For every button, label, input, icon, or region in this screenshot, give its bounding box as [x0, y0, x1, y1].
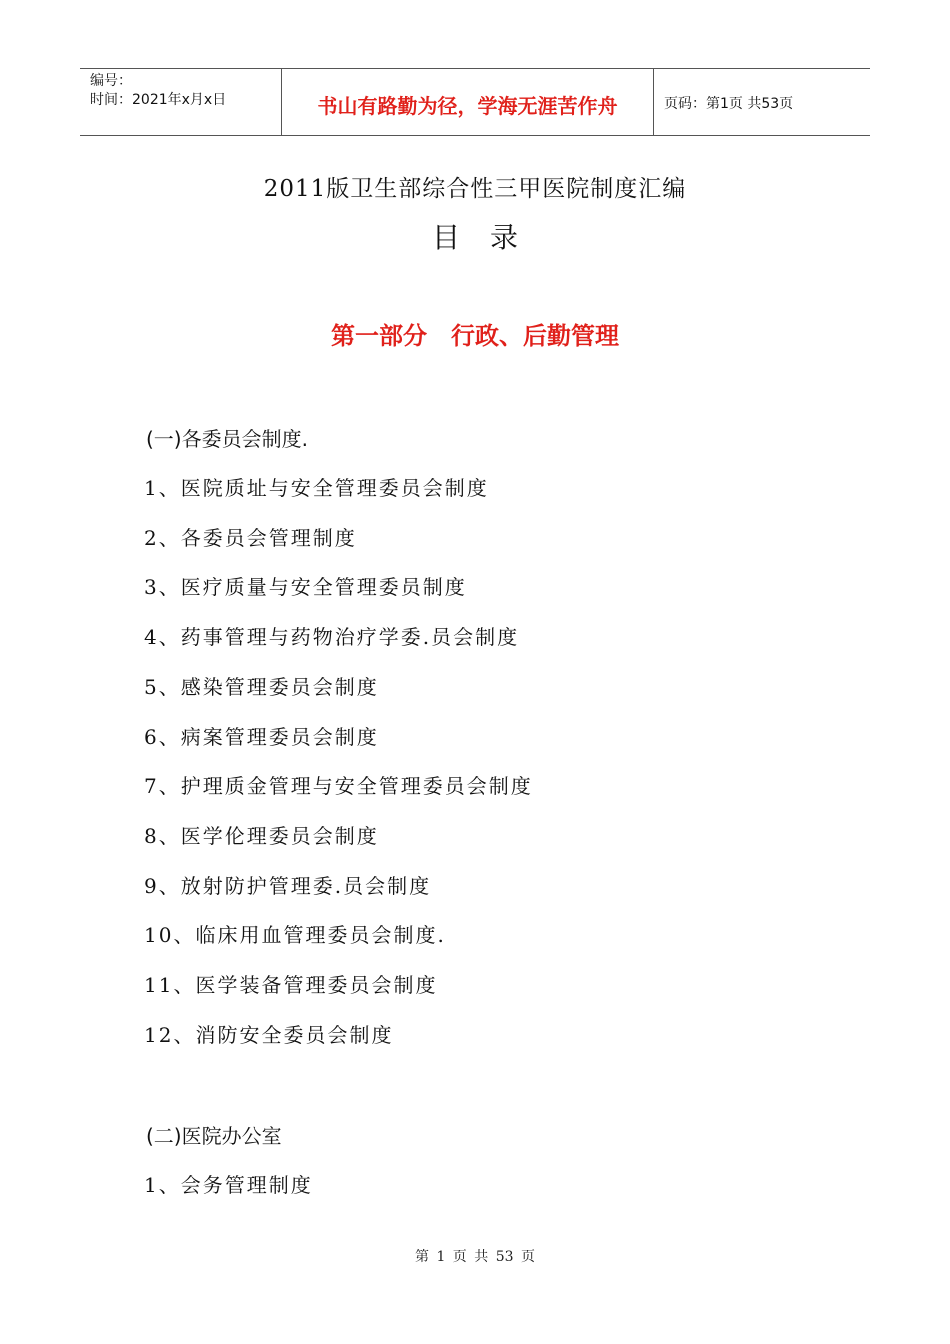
list-item: 12、消防安全委员会制度 [144, 1023, 394, 1047]
section-heading-committees: (一)各委员会制度. [146, 427, 308, 451]
page-header [80, 68, 870, 136]
list-item: 1、会务管理制度 [144, 1173, 313, 1197]
list-item: 2、各委员会管理制度 [144, 526, 357, 550]
section-heading-hospital-office: (二)医院办公室 [146, 1124, 282, 1148]
header-motto: 书山有路勤为径，学海无涯苦作舟 [282, 69, 654, 135]
header-time-label: 时间：2021年x月x日 [90, 92, 227, 108]
part-title: 第一部分 行政、后勤管理 [331, 322, 619, 350]
list-item: 3、医疗质量与安全管理委员制度 [144, 575, 467, 599]
header-number-label: 编号： [90, 73, 132, 89]
list-item: 1、医院质址与安全管理委员会制度 [144, 476, 489, 500]
header-meta-cell [80, 69, 282, 135]
list-item: 10、临床用血管理委员会制度. [144, 923, 446, 947]
toc-title: 目录 [431, 221, 548, 254]
header-page-info: 页码：第1页 共53页 [664, 96, 794, 112]
document-title: 2011版卫生部综合性三甲医院制度汇编 [263, 176, 687, 202]
list-item: 8、医学伦理委员会制度 [144, 824, 379, 848]
list-item: 5、感染管理委员会制度 [144, 675, 379, 699]
list-item: 9、放射防护管理委.员会制度 [144, 874, 432, 898]
list-item: 7、护理质金管理与安全管理委员会制度 [144, 774, 533, 798]
list-item: 11、医学装备管理委员会制度 [144, 973, 438, 997]
page-footer: 第 1 页 共 53 页 [415, 1249, 535, 1265]
list-item: 6、病案管理委员会制度 [144, 725, 379, 749]
list-item: 4、药事管理与药物治疗学委.员会制度 [144, 625, 520, 649]
